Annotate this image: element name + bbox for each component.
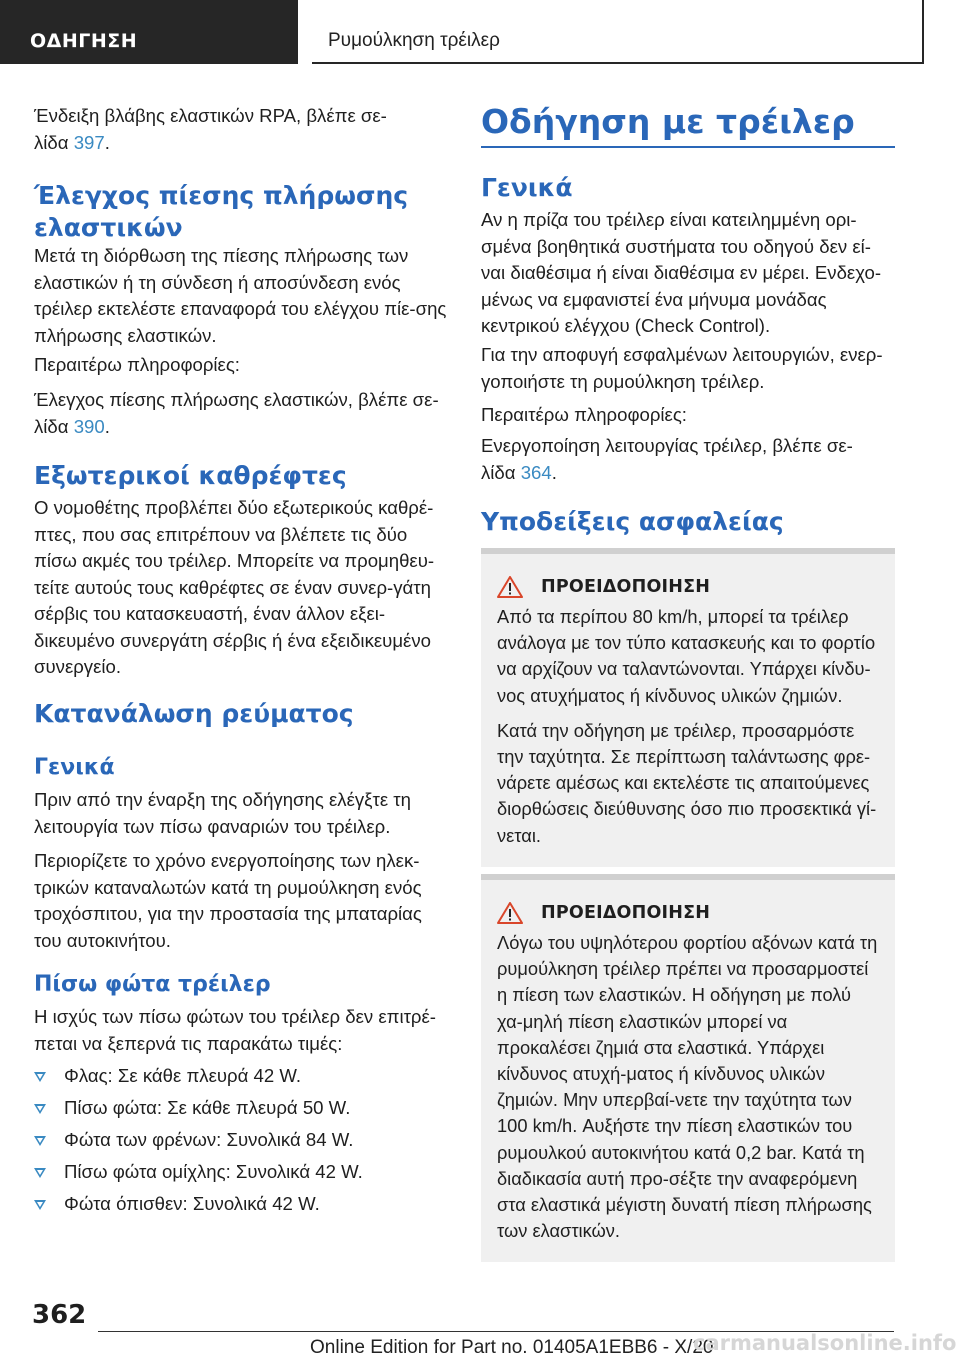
list-item [34, 1191, 448, 1218]
rear-lights-paragraph: Η ισχύς των πίσω φώτων του τρέιλερ δεν επιτρέ-πεται να ξεπερνά τις παρακάτω τιμές: [34, 1006, 436, 1054]
tire-more-info: Περαιτέρω πληροφορίες: [34, 354, 240, 375]
warning-1-paragraph-1: Από τα περίπου 80 km/h, μπορεί τα τρέιλερ ανάλογα με τον τύπο κατασκευής και το φορτίο να αρχίζουν να ταλαντώνονται. Υπάρχει κίνδυ-νος ατυχήματος ή κίνδυνος υλικών ζημιών. [497, 606, 876, 706]
warning-title: ΠΡΟΕΙΔΟΠΟΙΗΣΗ [541, 903, 711, 923]
tire-pressure-paragraph: Μετά τη διόρθωση της πίεσης πλήρωσης των ελαστικών ή τη σύνδεση ή αποσύνδεση ενός τρέιλερ εκτελέστε επαναφορά του ελέγχου πίε-σης πλήρωσης ελαστικών. [34, 245, 447, 346]
tire-heading-line-1: Έλεγχος πίεσης πλήρωσης [34, 181, 409, 210]
bullet-triangle-icon [34, 1072, 46, 1082]
page-number: 362 [32, 1300, 87, 1330]
warning-2-paragraph-1: Λόγω του υψηλότερου φορτίου αξόνων κατά τη ρυμούλκηση τρέιλερ πρέπει να προσαρμοστεί η πίεση των ελαστικών. Η οδήγηση με πολύ χα-μηλή πίεση ελαστικών μπορεί να προκαλέσει ζημιά στα ελαστικά. Υπάρχει κίνδυνος ατυχή-ματος ή κίνδυνος υλικών ζημιών. Μην υπερβαί-νετε την ταχύτητα των 100 km/h. Αυξήστε την πίεση ελαστικών του ρυμουλκού αυτοκινήτου κατά 0,2 bar. Κατά τη διαδικασία αυτή προ-σέξτε την αναφερόμενη στα ελαστικά μέγιστη δυνατή πίεση πλήρωσης των ελαστικών. [497, 932, 878, 1242]
power-paragraph-2: Περιορίζετε το χρόνο ενεργοποίησης των ηλεκ-τρικών καταναλωτών κατά τη ρυμούλκηση ενός τροχόσπιτου, για την προστασία της μπαταρίας του αυτοκινήτου. [34, 850, 422, 951]
list-item-text: Φλας: Σε κάθε πλευρά 42 W. [64, 1065, 302, 1086]
mirrors-heading: Εξωτερικοί καθρέφτες [34, 461, 347, 490]
trailer-ref-line-1: Ενεργοποίηση λειτουργίας τρέιλερ, βλέπε σε- [481, 435, 853, 456]
trailer-ref-line-2: λίδα [481, 461, 521, 483]
rear-lights-list [34, 1063, 448, 1218]
tire-ref-line-1: Έλεγχος πίεσης πλήρωσης ελαστικών, βλέπε σε- [34, 389, 439, 410]
list-item [34, 1159, 448, 1186]
watermark: carmanualsonline.info [693, 1331, 957, 1355]
list-item [34, 1063, 448, 1090]
warning-header [497, 576, 879, 598]
list-item-text: Πίσω φώτα: Σε κάθε πλευρά 50 W. [64, 1097, 351, 1118]
warning-box-2 [481, 874, 895, 1262]
mirrors-paragraph: Ο νομοθέτης προβλέπει δύο εξωτερικούς καθρέ-πτες, που σας επιτρέπουν να βλέπετε τις δύο πίσω ακμές του τρέιλερ. Μπορείτε να προμηθευ-τείτε αυτούς τους καθρέφτες σε έναν συνερ-γάτη σέρβις του κατασκευαστή, έναν άλλον εξει-δικευμένο συνεργάτη σέρβις ή ένα εξειδικευμένο συνεργείο. [34, 497, 435, 677]
warning-triangle-icon [497, 902, 523, 924]
list-item-text: Φώτα όπισθεν: Συνολικά 42 W. [64, 1193, 320, 1214]
warning-triangle-icon [497, 576, 523, 598]
bullet-triangle-icon [34, 1200, 46, 1210]
trailer-more-info: Περαιτέρω πληροφορίες: [481, 404, 687, 425]
rpa-text: Ένδειξη βλάβης ελαστικών RPA, βλέπε σε- [34, 105, 387, 126]
bullet-triangle-icon [34, 1104, 46, 1114]
warning-box-1 [481, 548, 895, 867]
list-item [34, 1127, 448, 1154]
warning-title: ΠΡΟΕΙΔΟΠΟΙΗΣΗ [541, 577, 711, 597]
footer-edition: Online Edition for Part no. 01405A1EBB6 - X/20 [310, 1337, 714, 1358]
warning-header [497, 902, 879, 924]
tire-heading-line-2: ελαστικών [34, 213, 183, 242]
bullet-triangle-icon [34, 1168, 46, 1178]
tire-reference: Έλεγχος πίεσης πλήρωσης ελαστικών, βλέπε σε- λίδα 390. [34, 389, 439, 437]
header-section-tab: ΟΔΗΓΗΣΗ [0, 0, 298, 64]
list-item-text: Πίσω φώτα ομίχλης: Συνολικά 42 W. [64, 1161, 363, 1182]
trailer-reference: Ενεργοποίηση λειτουργίας τρέιλερ, βλέπε σε- λίδα 364. [481, 435, 853, 483]
power-paragraph-1: Πριν από την έναρξη της οδήγησης ελέγξτε τη λειτουργία των πίσω φαναριών του τρέιλερ. [34, 789, 411, 837]
trailer-general-heading: Γενικά [481, 173, 573, 202]
power-general-heading: Γενικά [34, 755, 115, 780]
bullet-triangle-icon [34, 1136, 46, 1146]
tire-pressure-heading [34, 180, 448, 244]
page-title: Οδήγηση με τρέιλερ [481, 102, 855, 141]
tire-ref-line-2: λίδα [34, 415, 74, 437]
header-subsection-tab: Ρυμούλκηση τρέιλερ [312, 0, 924, 64]
trailer-paragraph-2: Για την αποφυγή εσφαλμένων λειτουργιών, ενερ-γοποιήστε τη ρυμούλκηση τρέιλερ. [481, 344, 883, 392]
trailer-page-link[interactable]: 364 [520, 461, 552, 483]
trailer-paragraph-1: Αν η πρίζα του τρέιλερ είναι κατειλημμένη ορι-σμένα βοηθητικά συστήματα του οδηγού δεν εί-ναι διαθέσιμα ή είναι διαθέσιμα εν μέρει. Ενδεχο-μένως να εμφανιστεί ένα μήνυμα μονάδας κεντρικού ελέγχου (Check Control). [481, 209, 882, 336]
rear-lights-heading: Πίσω φώτα τρέιλερ [34, 972, 271, 997]
title-rule [481, 146, 895, 148]
list-item-text: Φώτα των φρένων: Συνολικά 84 W. [64, 1129, 354, 1150]
list-item [34, 1095, 448, 1122]
power-consumption-heading: Κατανάλωση ρεύματος [34, 699, 354, 728]
warning-1-paragraph-2: Κατά την οδήγηση με τρέιλερ, προσαρμόστε την ταχύτητα. Σε περίπτωση ταλάντωσης φρε-νάρετε αμέσως και εκτελέστε τις απαιτούμενες διορθώσεις διεύθυνσης όσο πιο προσεκτικά γί-νεται. [497, 719, 877, 846]
rpa-text-2: λίδα [34, 131, 74, 153]
rpa-page-link[interactable]: 397 [73, 131, 105, 153]
rpa-reference: Ένδειξη βλάβης ελαστικών RPA, βλέπε σε- λίδα 397. [34, 105, 387, 153]
tire-page-link[interactable]: 390 [73, 415, 105, 437]
safety-heading: Υποδείξεις ασφαλείας [481, 507, 784, 536]
